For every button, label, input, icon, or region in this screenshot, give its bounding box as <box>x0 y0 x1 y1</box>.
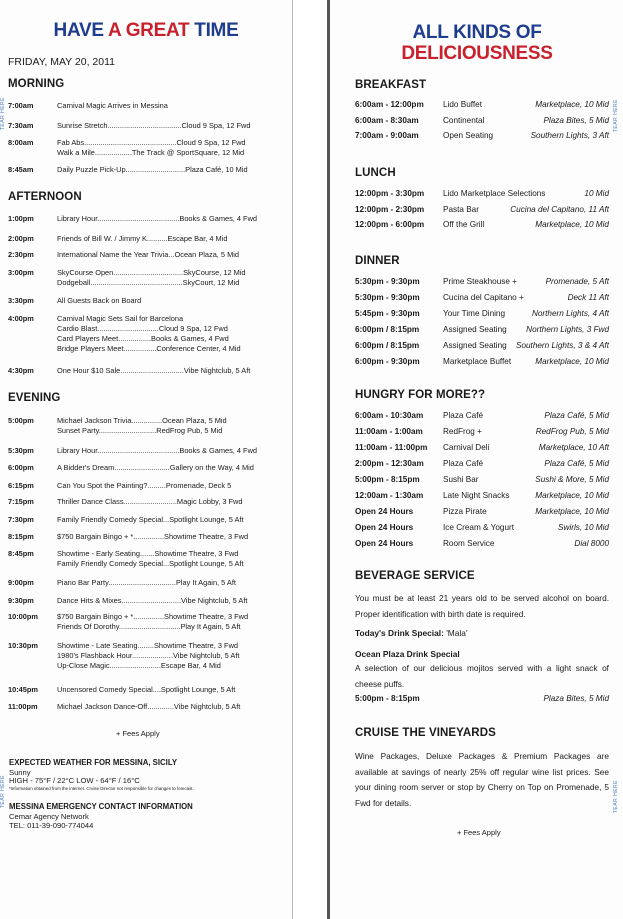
row-event: Family Friendly Comedy Special...Spotlight Lounge, 5 Aft <box>57 515 244 524</box>
title-part-2: A GREAT <box>108 20 195 41</box>
row-time: 12:00pm - 2:30pm <box>355 204 425 214</box>
emergency-agency: Cemar Agency Network <box>9 812 89 821</box>
divider-line <box>327 0 330 919</box>
row-place: Marketplace, 10 Mid <box>535 220 609 229</box>
row-event: Walk a Mile..................The Track @ SportSquare, 12 Mid <box>57 148 245 157</box>
menu-row <box>355 507 609 521</box>
menu-row <box>355 277 609 291</box>
row-place: Marketplace, 10 Aft <box>538 443 609 452</box>
hungry-heading: HUNGRY FOR MORE?? <box>355 389 486 401</box>
row-event: A Bidder's Dream...........................Gallery on the Way, 4 Mid <box>57 463 254 472</box>
row-time: 2:00pm - 12:30am <box>355 459 424 468</box>
menu-row <box>355 293 609 307</box>
row-time: 12:00am - 1:30am <box>355 491 424 500</box>
row-event: Showtime - Early Seating.......Showtime Theatre, 3 Fwd <box>57 549 239 558</box>
row-time: Open 24 Hours <box>355 539 414 548</box>
weather-condition: Sunny <box>9 768 31 777</box>
row-time: 7:30pm <box>8 515 34 524</box>
row-event: All Guests Back on Board <box>57 296 142 305</box>
ocean-plaza-text: A selection of our delicious mojitos served with a light snack of cheese puffs. <box>355 663 609 689</box>
row-time: 4:30pm <box>8 366 34 375</box>
row-name: Ice Cream & Yogurt <box>443 523 514 532</box>
row-place: Plaza Bites, 5 Mid <box>543 694 609 703</box>
row-time: 3:00pm <box>8 268 34 277</box>
morning-heading: MORNING <box>8 78 65 90</box>
row-event: Sunrise Stretch....................................Cloud 9 Spa, 12 Fwd <box>57 121 251 130</box>
row-time: 6:00pm <box>8 463 34 472</box>
row-name: Open Seating <box>443 131 494 140</box>
row-name: Continental <box>443 115 485 125</box>
tear-here-label: TEAR HERE <box>613 99 619 133</box>
tear-here-label: TEAR HERE <box>0 775 6 809</box>
row-time: 7:15pm <box>8 497 34 506</box>
row-time: 7:00am - 9:00am <box>355 131 419 140</box>
row-time: 11:00pm <box>8 702 38 711</box>
tear-here-label: TEAR HERE <box>0 97 6 131</box>
row-time: 5:00pm - 8:15pm <box>355 475 420 484</box>
menu-row <box>355 325 609 339</box>
title-part-1: HAVE <box>53 20 108 41</box>
row-place: Southern Lights, 3 Aft <box>530 131 609 140</box>
drink-special <box>355 628 468 638</box>
row-time: 7:30am <box>8 121 34 130</box>
row-event: Library Hour........................................Books & Games, 4 Fwd <box>57 214 258 223</box>
weather-heading: EXPECTED WEATHER FOR MESSINA, SICILY <box>9 758 178 767</box>
row-place: Deck 11 Aft <box>567 293 609 302</box>
row-name: Plaza Café <box>443 459 484 468</box>
menu-row <box>355 411 609 425</box>
row-place: Northern Lights, 4 Aft <box>531 309 609 318</box>
vineyards-heading: CRUISE THE VINEYARDS <box>355 727 496 739</box>
row-place: Plaza Café, 5 Mid <box>544 411 609 420</box>
row-name: Off the Grill <box>443 220 485 229</box>
row-event: Fab Abs.............................................Cloud 9 Spa, 12 Fwd <box>57 138 246 147</box>
row-time: 5:30pm - 9:30pm <box>355 277 420 286</box>
menu-row <box>355 491 609 505</box>
row-event: Showtime - Late Seating........Showtime Theatre, 3 Fwd <box>57 641 239 650</box>
row-name: Lido Marketplace Selections <box>443 189 546 198</box>
row-time: 6:00am - 12:00pm <box>355 100 424 109</box>
row-event: Up-Close Magic.........................Escape Bar, 4 Mid <box>57 661 221 670</box>
row-name: Cucina del Capitano + <box>443 293 524 302</box>
menu-row <box>355 427 609 441</box>
row-name: Pasta Bar <box>443 204 479 214</box>
row-place: Sushi & More, 5 Mid <box>535 475 609 484</box>
fees-note-left: + Fees Apply <box>116 729 160 738</box>
row-time: 2:30pm <box>8 250 34 259</box>
vineyards-text: Wine Packages, Deluxe Packages & Premium Packages are available at savings of nearly 25% off regular wine list prices. See your dining room server or stop by Cherry on Top on Promenade, 5 Fwd for details. <box>355 751 609 808</box>
row-place: Southern Lights, 3 & 4 Aft <box>515 341 609 350</box>
row-event: Library Hour........................................Books & Games, 4 Fwd <box>57 446 258 455</box>
menu-row <box>355 459 609 473</box>
row-time: 10:30pm <box>8 641 38 650</box>
row-time: Open 24 Hours <box>355 523 414 532</box>
row-name: Plaza Café <box>443 411 484 420</box>
row-event: Dance Hits & Mixes.............................Vibe Nightclub, 5 Aft <box>57 596 248 605</box>
row-place: 10 Mid <box>584 189 609 198</box>
row-event: Daily Puzzle Pick-Up.............................Plaza Café, 10 Mid <box>57 165 248 174</box>
row-name: Marketplace Buffet <box>443 357 512 366</box>
row-event: Sunset Party............................RedFrog Pub, 5 Mid <box>57 426 223 435</box>
row-name: Pizza Pirate <box>443 507 487 516</box>
row-name: Assigned Seating <box>443 341 507 350</box>
row-time: 6:15pm <box>8 481 34 490</box>
row-time: 8:45am <box>8 165 34 174</box>
menu-row <box>355 116 609 130</box>
evening-heading: EVENING <box>8 392 61 404</box>
row-event: SkyCourse Open..................................SkyCourse, 12 Mid <box>57 268 246 277</box>
row-event: Family Friendly Comedy Special...Spotlight Lounge, 5 Aft <box>57 559 244 568</box>
row-time: 10:45pm <box>8 685 38 694</box>
row-time: 6:00am - 8:30am <box>355 115 419 125</box>
title-part-3: TIME <box>194 20 239 41</box>
row-time: 6:00pm / 8:15pm <box>355 341 420 350</box>
menu-row <box>355 341 609 355</box>
breakfast-heading: BREAKFAST <box>355 79 427 91</box>
row-time: 9:00pm <box>8 578 34 587</box>
row-event: Uncensored Comedy Special....Spotlight Lounge, 5 Aft <box>57 685 236 694</box>
row-name: Room Service <box>443 539 495 548</box>
row-time: 8:45pm <box>8 549 34 558</box>
row-time: 5:30pm <box>8 446 34 455</box>
row-time: 11:00am - 1:00am <box>355 427 423 436</box>
row-event: Michael Jackson Dance-Off.............Vibe Nightclub, 5 Aft <box>57 702 241 711</box>
row-event: Thriller Dance Class..........................Magic Lobby, 3 Fwd <box>57 497 243 506</box>
row-time: 6:00pm - 9:30pm <box>355 357 420 366</box>
row-time: 1:00pm <box>8 214 34 223</box>
row-time: 5:00pm <box>8 416 34 425</box>
ocean-plaza-row <box>355 694 609 708</box>
left-title <box>0 20 292 41</box>
row-event: Friends of Bill W. / Jimmy K..........Escape Bar, 4 Mid <box>57 234 228 243</box>
row-time: 7:00am <box>8 101 34 110</box>
menu-row <box>355 357 609 371</box>
row-place: Plaza Café, 5 Mid <box>544 459 609 468</box>
emergency-heading: MESSINA EMERGENCY CONTACT INFORMATION <box>9 802 193 811</box>
row-time: 5:00pm - 8:15pm <box>355 694 420 703</box>
afternoon-heading: AFTERNOON <box>8 191 82 203</box>
menu-row <box>355 539 609 553</box>
title-line-2: DELICIOUSNESS <box>401 43 553 64</box>
left-edge-line <box>292 0 293 919</box>
row-time: 6:00pm / 8:15pm <box>355 325 420 334</box>
menu-row <box>355 205 609 219</box>
menu-row <box>355 131 609 145</box>
row-event: Carnival Magic Arrives in Messina <box>57 101 168 110</box>
row-time: 6:00am - 10:30am <box>355 411 424 420</box>
row-event: Dodgeball.............................................SkyCourt, 12 Mid <box>57 278 240 287</box>
row-time: 8:00am <box>8 138 34 147</box>
row-name: Your Time Dining <box>443 309 506 318</box>
row-name: Sushi Bar <box>443 475 479 484</box>
right-title <box>331 22 623 64</box>
row-name: Prime Steakhouse + <box>443 277 517 286</box>
ocean-plaza-heading: Ocean Plaza Drink Special <box>355 649 460 659</box>
weather-disclaimer: *Information obtained from the internet. Cruise Director not responsible for changes to forecast. <box>9 786 194 791</box>
row-name: Carnival Deli <box>443 443 490 452</box>
row-place: Dial 8000 <box>574 539 609 548</box>
row-place: Marketplace, 10 Mid <box>535 357 609 366</box>
fees-note-right: + Fees Apply <box>457 828 501 837</box>
row-time: 10:00pm <box>8 612 38 621</box>
weather-temps: HIGH - 75°F / 22°C LOW - 64°F / 16°C <box>9 776 140 785</box>
row-place: Swirls, 10 Mid <box>558 523 609 532</box>
row-place: Northern Lights, 3 Fwd <box>526 325 609 334</box>
date: FRIDAY, MAY 20, 2011 <box>8 56 115 68</box>
row-event: Carnival Magic Sets Sail for Barcelona <box>57 314 184 323</box>
row-time: 5:45pm - 9:30pm <box>355 309 420 318</box>
menu-row <box>355 523 609 537</box>
lunch-heading: LUNCH <box>355 167 396 179</box>
row-place: Marketplace, 10 Mid <box>535 491 609 500</box>
row-time: 5:30pm - 9:30pm <box>355 293 420 302</box>
menu-row <box>355 220 609 234</box>
row-time: 12:00pm - 6:00pm <box>355 220 425 229</box>
row-name: Late Night Snacks <box>443 491 510 500</box>
row-name: RedFrog + <box>443 427 482 436</box>
menu-row <box>355 443 609 457</box>
menu-row <box>355 100 609 114</box>
beverage-heading: BEVERAGE SERVICE <box>355 570 475 582</box>
drink-special-value: 'Mala' <box>446 628 468 638</box>
row-time: 12:00pm - 3:30pm <box>355 189 425 198</box>
row-event: $750 Bargain Bingo + *...............Showtime Theatre, 3 Fwd <box>57 532 249 541</box>
row-time: 8:15pm <box>8 532 34 541</box>
row-event: Friends Of Dorothy..............................Play It Again, 5 Aft <box>57 622 241 631</box>
row-event: Michael Jackson Trivia...............Ocean Plaza, 5 Mid <box>57 416 227 425</box>
row-event: Piano Bar Party.................................Play It Again, 5 Aft <box>57 578 236 587</box>
row-name: Assigned Seating <box>443 325 507 334</box>
row-place: Marketplace, 10 Mid <box>535 507 609 516</box>
row-time: Open 24 Hours <box>355 507 414 516</box>
row-event: 1980's Flashback Hour....................Vibe Nightclub, 5 Aft <box>57 651 240 660</box>
row-place: Marketplace, 10 Mid <box>535 100 609 109</box>
drink-special-label: Today's Drink Special: <box>355 628 444 638</box>
row-place: Promenade, 5 Aft <box>545 277 609 286</box>
menu-row <box>355 189 609 203</box>
row-time: 9:30pm <box>8 596 34 605</box>
row-place: Cucina del Capitano, 11 Aft <box>510 204 609 214</box>
row-time: 11:00am - 11:00pm <box>355 443 428 452</box>
row-place: Plaza Bites, 5 Mid <box>543 115 609 125</box>
row-time: 2:00pm <box>8 234 34 243</box>
title-line-1: ALL KINDS OF <box>412 22 542 43</box>
row-event: Can You Spot the Painting?.........Promenade, Deck 5 <box>57 481 232 490</box>
beverage-text: You must be at least 21 years old to be served alcohol on board. Proper identification with birth date is required. <box>355 593 609 619</box>
row-name: Lido Buffet <box>443 100 482 109</box>
row-event: One Hour $10 Sale...............................Vibe Nightclub, 5 Aft <box>57 366 251 375</box>
emergency-phone: TEL: 011-39-090-774044 <box>9 821 94 830</box>
row-event: $750 Bargain Bingo + *...............Showtime Theatre, 3 Fwd <box>57 612 249 621</box>
row-event: Cardio Blast..............................Cloud 9 Spa, 12 Fwd <box>57 324 228 333</box>
row-place: RedFrog Pub, 5 Mid <box>535 427 609 436</box>
row-time: 4:00pm <box>8 314 34 323</box>
menu-row <box>355 475 609 489</box>
row-event: Card Players Meet................Books & Games, 4 Fwd <box>57 334 229 343</box>
menu-row <box>355 309 609 323</box>
row-event: International Name the Year Trivia...Ocean Plaza, 5 Mid <box>57 250 239 259</box>
row-time: 3:30pm <box>8 296 34 305</box>
row-event: Bridge Players Meet................Conference Center, 4 Mid <box>57 344 241 353</box>
dinner-heading: DINNER <box>355 255 400 267</box>
tear-here-label: TEAR HERE <box>613 780 619 814</box>
page-gap <box>292 0 331 919</box>
